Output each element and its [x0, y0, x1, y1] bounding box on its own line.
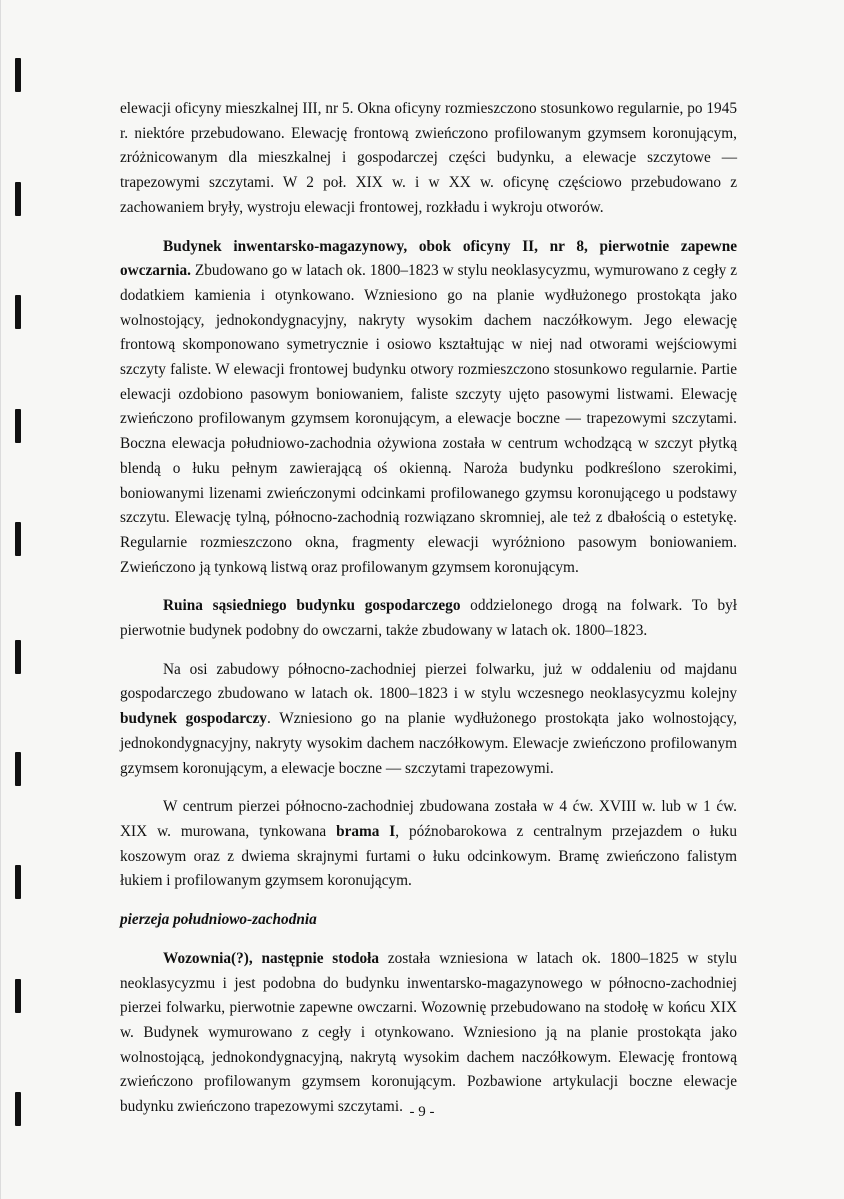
- paragraph: [120, 594, 737, 643]
- binding-mark: [15, 979, 21, 1013]
- bold-text: Budynek inwentarsko-magazynowy, obok oficyny II, nr 8, pierwotnie zapewne owczarnia.: [120, 237, 737, 280]
- paragraph-group: [120, 947, 737, 1120]
- text-run: elewacji oficyny mieszkalnej III, nr 5. Okna oficyny rozmieszczono stosunkowo regularnie, po 1945 r. niektóre przebudowano. Elewację frontową zwieńczono profilowanym gzymsem koronującym, zróżnicowanym dla mieszkalnej i gospodarczej części budynku, a elewacje szczytowe — trapezowymi szczytami. W 2 poł. XIX w. i w XX w. oficynę częściowo przebudowano z zachowaniem bryły, wystroju elewacji frontowej, rozkładu i wykroju otworów.: [120, 100, 737, 216]
- bold-text: budynek gospodarczy: [120, 710, 267, 728]
- binding-mark: [15, 752, 21, 786]
- document-body: [120, 97, 737, 1134]
- text-run: . Wzniesiono go na planie wydłużonego prostokąta jako wolnostojący, jednokondygnacyjny, nakryty wysokim dachem naczółkowym. Elewacje zwieńczono profilowanym gzymsem koronującym, a elewacje boczne — szczytami trapezowymi.: [120, 710, 737, 777]
- paragraph: [120, 235, 737, 581]
- binding-mark: [15, 409, 21, 443]
- section-heading: pierzeja południowo-zachodnia: [120, 911, 317, 929]
- text-run: W centrum pierzei północno-zachodniej zbudowana została w 4 ćw. XVIII w. lub w 1 ćw. XIX w. murowana, tynkowana: [120, 798, 737, 840]
- paragraph: [120, 947, 737, 1120]
- paragraph: [120, 795, 737, 894]
- page-number: - 9 -: [409, 1104, 435, 1120]
- paragraph: [120, 658, 737, 782]
- bold-text: Wozownia(?), następnie stodoła: [163, 949, 380, 967]
- bold-text: brama I: [336, 822, 396, 840]
- text-run: Zbudowano go w latach ok. 1800–1823 w stylu neoklasycyzmu, wymurowano z cegły z dodatkiem kamienia i otynkowano. Wzniesiono go na planie wydłużonego prostokąta jako wolnostojący, jednokondygnacyjny, nakryty wysokim dachem naczółkowym. Jego elewację frontową skomponowano symetrycznie i osiowo kształtując w niej nad otworami wejściowymi szczyty faliste. W elewacji frontowej budynku otwory rozmieszczono stosunkowo regularnie. Partie elewacji ozdobiono pasowym boniowaniem, faliste szczyty ujęto pasowymi listwami. Elewację zwieńczono profilowanym gzymsem koronującym, a elewacje boczne — trapezowymi szczytami. Boczna elewacja południowo-zachodnia ożywiona została w centrum wchodzącą w szczyt płytką blendą o łuku pełnym zawierającą oś okienną. Naroża budynku podkreślono szerokimi, boniowanymi lizenami zwieńczonymi odcinkami profilowanego gzymsu koronującego u podstawy szczytu. Elewację tylną, północno-zachodnią rozwiązano skromniej, ale też z dbałością o estetykę. Regularnie rozmieszczono okna, fragmenty elewacji wyróżniono pasowym boniowaniem. Zwieńczono ją tynkową listwą oraz profilowanym gzymsem koronującym.: [120, 262, 737, 576]
- paragraph: [120, 97, 737, 221]
- text-run: , późnobarokowa z centralnym przejazdem o łuku koszowym oraz z dwiema skrajnymi furtami o łuku odcinkowym. Bramę zwieńczono falistym łukiem i profilowanym gzymsem koronującym.: [120, 822, 737, 890]
- binding-mark: [15, 295, 21, 329]
- text-run: oddzielonego drogą na folwark. To był pierwotnie budynek podobny do owczarni, także zbudowany w latach ok. 1800–1823.: [120, 597, 737, 640]
- binding-mark: [15, 865, 21, 899]
- binding-mark: [15, 182, 21, 216]
- bold-text: Ruina sąsiedniego budynku gospodarczego: [163, 597, 461, 615]
- binding-mark: [15, 58, 21, 92]
- binding-mark: [15, 522, 21, 556]
- paragraph-group: [120, 97, 737, 894]
- binding-mark: [15, 640, 21, 674]
- text-run: została wzniesiona w latach ok. 1800–1825 w stylu neoklasycyzmu i jest podobna do budynku inwentarsko-magazynowego w północno-zachodniej pierzei folwarku, pierwotnie zapewne owczarni. Wozownię przebudowano na stodołę w końcu XIX w. Budynek wymurowano z cegły i otynkowano. Wzniesiono ją na planie prostokąta jako wolnostojącą, jednokondygnacyjną, nakrytą wysokim dachem naczółkowym. Elewację frontową zwieńczono profilowanym gzymsem koronującym. Pozbawione artykulacji boczne elewacje budynku zwieńczono trapezowymi szczytami.: [120, 949, 737, 1116]
- text-run: Na osi zabudowy północno-zachodniej pierzei folwarku, już w oddaleniu od majdanu gospodarczego zbudowano w latach ok. 1800–1823 i w stylu wczesnego neoklasycyzmu kolejny: [120, 660, 737, 703]
